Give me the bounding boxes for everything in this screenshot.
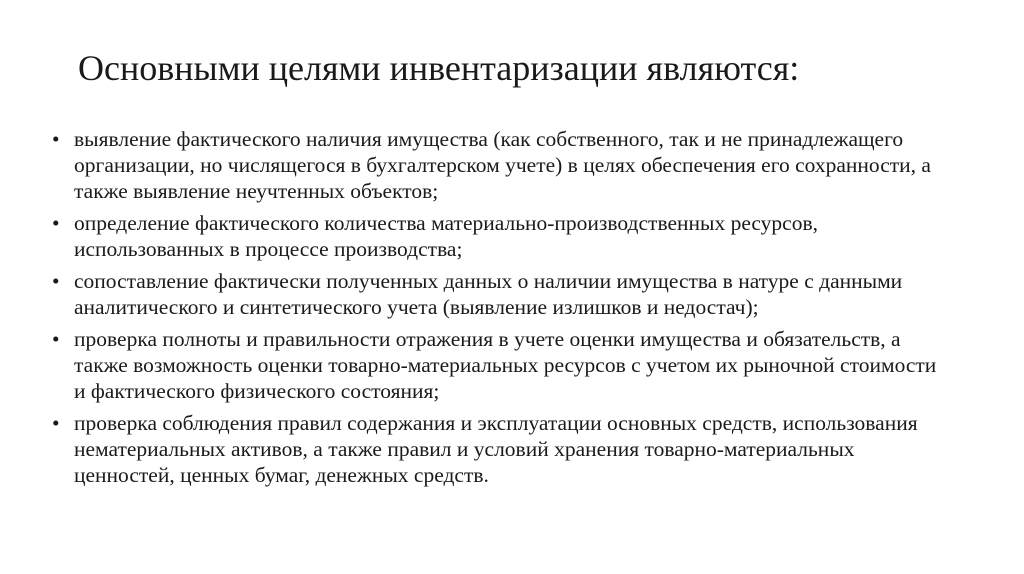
list-item [50, 268, 950, 320]
bullet-icon: • [52, 327, 60, 351]
list-item-text: выявление фактического наличия имущества (как собственного, так и не принадлежащего организации, но числящегося в бухгалтерском учете) в целях обеспечения его сохранности, а также выявление неучтенных объектов; [74, 127, 931, 203]
list-item-text: проверка соблюдения правил содержания и эксплуатации основных средств, использования нематериальных активов, а также правил и условий хранения товарно-материальных ценностей, ценных бумаг, денежных средств. [74, 411, 918, 487]
bullet-icon: • [52, 127, 60, 151]
list-item [50, 410, 950, 488]
slide-title: Основными целями инвентаризации являются: [78, 48, 800, 88]
list-item-text: сопоставление фактически полученных данных о наличии имущества в натуре с данными аналитического и синтетического учета (выявление излишков и недостач); [74, 269, 903, 319]
list-item [50, 126, 950, 204]
bullet-icon: • [52, 211, 60, 235]
list-item [50, 210, 950, 262]
list-item-text: проверка полноты и правильности отражения в учете оценки имущества и обязательств, а также возможность оценки товарно-материальных ресурсов с учетом их рыночной стоимости и фактического физического состояния; [74, 327, 937, 403]
list-item-text: определение фактического количества материально-производственных ресурсов, использованных в процессе производства; [74, 211, 818, 261]
bullet-icon: • [52, 269, 60, 293]
list-item [50, 326, 950, 404]
bullet-list [50, 126, 950, 494]
bullet-icon: • [52, 411, 60, 435]
